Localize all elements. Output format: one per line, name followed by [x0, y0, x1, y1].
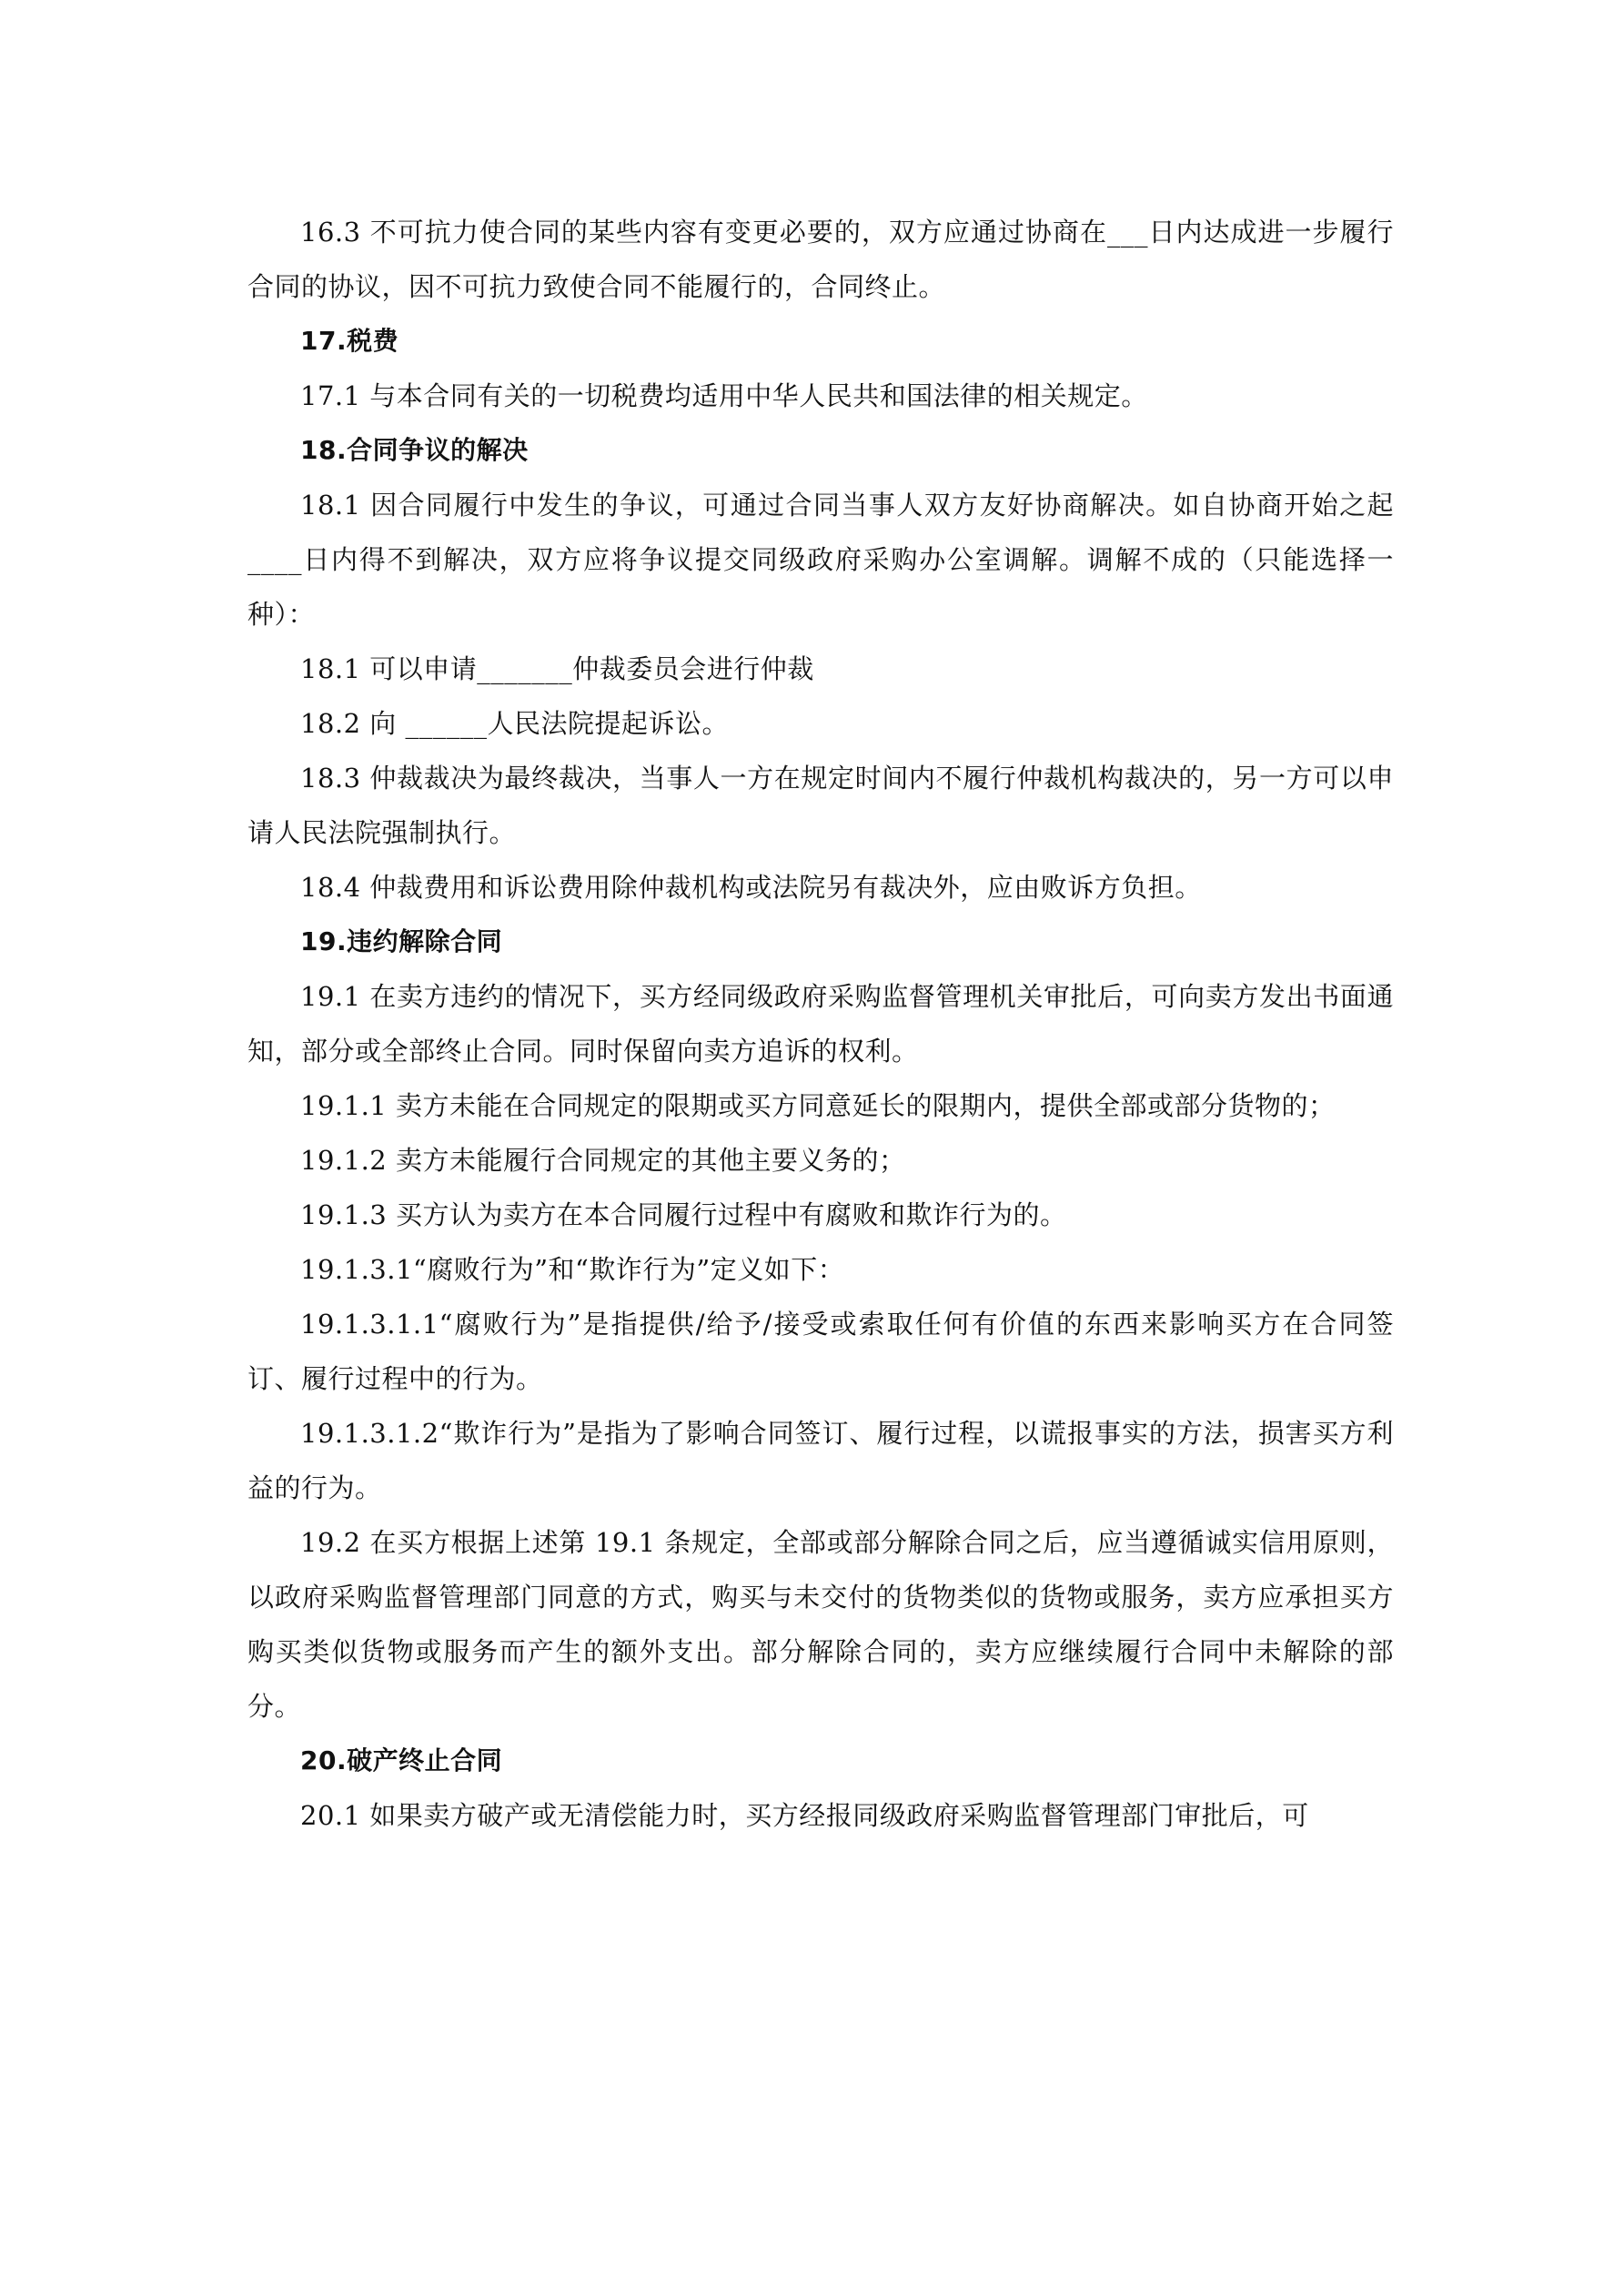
clause-19-1-3-1: 19.1.3.1“腐败行为”和“欺诈行为”定义如下：: [300, 1254, 845, 1285]
clause-18-1-arbitration: 18.1 可以申请_______仲裁委员会进行仲裁: [300, 653, 814, 684]
section-heading-17: 17.税费: [300, 326, 399, 356]
clause-19-1-2: 19.1.2 卖方未能履行合同规定的其他主要义务的；: [300, 1145, 906, 1176]
clause-19-1-3-1-1: 19.1.3.1.1“腐败行为”是指提供/给予/接受或索取任何有价值的东西来影响买方在合同签订、履行过程中的行为。: [247, 1309, 1394, 1394]
clause-18-4: 18.4 仲裁费用和诉讼费用除仲裁机构或法院另有裁决外，应由败诉方负担。: [300, 872, 1202, 903]
clause-19-1-1: 19.1.1 卖方未能在合同规定的限期或买方同意延长的限期内，提供全部或部分货物的；: [300, 1090, 1336, 1121]
clause-20-1: 20.1 如果卖方破产或无清偿能力时，买方经报同级政府采购监督管理部门审批后，可: [300, 1800, 1309, 1831]
clause-19-2: 19.2 在买方根据上述第 19.1 条规定，全部或部分解除合同之后，应当遵循诚实信用原则，以政府采购监督管理部门同意的方式，购买与未交付的货物类似的货物或服务，卖方应承担买方购买类似货物或服务而产生的额外支出。部分解除合同的，卖方应继续履行合同中未解除的部分。: [247, 1527, 1394, 1722]
clause-19-1: 19.1 在卖方违约的情况下，买方经同级政府采购监督管理机关审批后，可向卖方发出书面通知，部分或全部终止合同。同时保留向卖方追诉的权利。: [247, 981, 1394, 1067]
clause-19-1-3: 19.1.3 买方认为卖方在本合同履行过程中有腐败和欺诈行为的。: [300, 1199, 1067, 1230]
document-body: [247, 205, 1394, 1843]
clause-18-2: 18.2 向 ______人民法院提起诉讼。: [300, 708, 730, 739]
clause-16-3: 16.3 不可抗力使合同的某些内容有变更必要的，双方应通过协商在___日内达成进一步履行合同的协议，因不可抗力致使合同不能履行的，合同终止。: [247, 217, 1394, 302]
clause-18-1: 18.1 因合同履行中发生的争议，可通过合同当事人双方友好协商解决。如自协商开始之起____日内得不到解决，双方应将争议提交同级政府采购办公室调解。调解不成的（只能选择一种）：: [247, 490, 1394, 630]
clause-18-3: 18.3 仲裁裁决为最终裁决，当事人一方在规定时间内不履行仲裁机构裁决的，另一方可以申请人民法院强制执行。: [247, 763, 1394, 848]
section-heading-20: 20.破产终止合同: [300, 1745, 503, 1775]
clause-17-1: 17.1 与本合同有关的一切税费均适用中华人民共和国法律的相关规定。: [300, 380, 1148, 411]
section-heading-18: 18.合同争议的解决: [300, 435, 529, 465]
clause-19-1-3-1-2: 19.1.3.1.2“欺诈行为”是指为了影响合同签订、履行过程，以谎报事实的方法，损害买方利益的行为。: [247, 1418, 1394, 1503]
section-heading-19: 19.违约解除合同: [300, 926, 503, 956]
